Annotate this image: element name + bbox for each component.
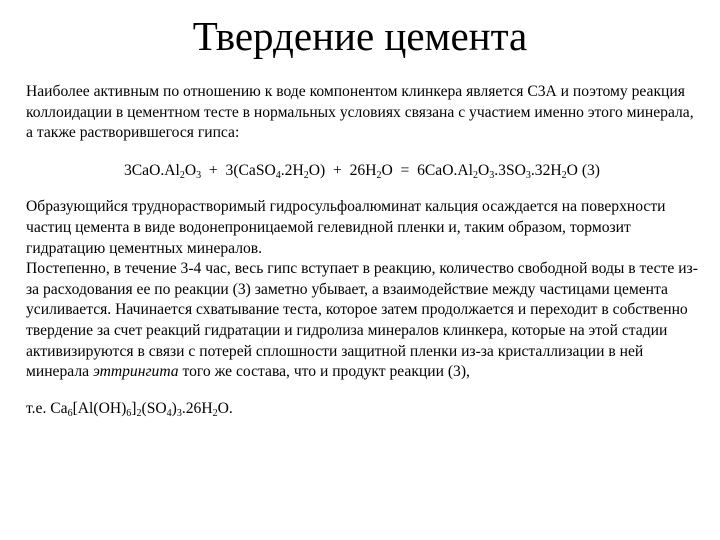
reactant-2: $3(CaSO_4.2H_2O)$ <box>225 161 326 181</box>
formula-line: т.е. $Ca_6[Al(OH)_6]_2(SO_4)_3.26H_2O$. <box>26 399 233 419</box>
plus-sign: + <box>208 161 218 179</box>
paragraph-film: Образующийся труднорастворимый гидросульфоалюминат кальция осаждается на поверхности частиц цемента в виде водонепроницаемой гелевидной пленки и, таким образом, тормозит гидратацию цементных минералов. <box>26 198 666 257</box>
mineral-name: эттрингита <box>92 363 179 381</box>
slide-title: Твердение цемента <box>192 13 528 59</box>
plus-sign: + <box>333 161 342 179</box>
paragraph-intro: Наиболее активным по отношению к воде компонентом клинкера является С3А и поэтому реакция коллоидации в цементном тесте в нормальных условиях связана с участием именно этого минерала, а также растворившегося гипса: <box>26 83 694 142</box>
slide-body <box>26 82 698 419</box>
reaction-equation <box>26 161 698 182</box>
equals-sign: = <box>400 161 410 179</box>
reactant-1: $3CaO.Al_2O_3$ <box>123 161 202 181</box>
product: $6CaO.Al_2O_3.3SO_3.32H_2O$ (3) <box>417 161 601 181</box>
paragraph-setting: Постепенно, в течение 3-4 час, весь гипс вступает в реакцию, количество свободной воды в тесте из-за расходования ее по реакции (3) заметно убывает, а взаимодействие между частицами цемента усиливается. Начинается схватывание теста, которое затем продолжается и переходит в собственно твердение за счет реакций гидратации и гидролиза минералов клинкера, которые на этой стадии активизируются в связи с потерей сплошности защитной пленки из-за кристаллизации в ней минерала эттрингита того же состава, что и продукт реакции (3), <box>26 260 698 381</box>
reactant-3: $26H_2O$ <box>349 161 393 181</box>
spacer <box>26 383 698 399</box>
